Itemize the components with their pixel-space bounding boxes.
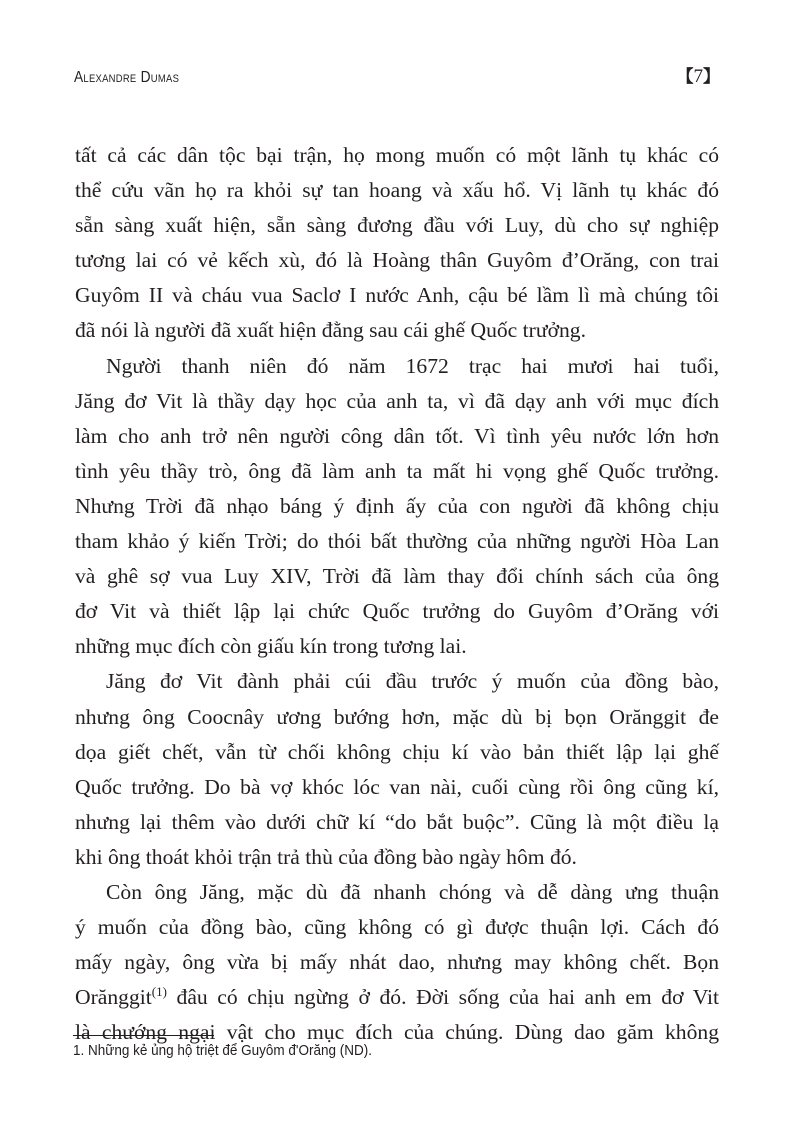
page-number-value: 7 [693, 66, 703, 87]
page-number [677, 62, 721, 88]
text-line: Guyôm II và cháu vua Saclơ I nước Anh, cậu bé lầm lì mà chúng tôi [75, 283, 719, 308]
text-line: Jăng đơ Vit đành phải cúi đầu trước ý muốn của đồng bào, [106, 669, 719, 694]
text-line: sẵn sàng xuất hiện, sẵn sàng đương đầu với Luy, dù cho sự nghiệp [75, 213, 719, 238]
body-text [75, 138, 719, 1050]
running-head [74, 62, 720, 90]
paragraph-4 [75, 875, 719, 1050]
text-line: khi ông thoát khỏi trận trả thù của đồng bào ngày hôm đó. [75, 844, 577, 869]
text-line: là chướng ngại vật cho mục đích của chúng. Dùng dao găm không [75, 1020, 719, 1045]
text-line: thể cứu vãn họ ra khỏi sự tan hoang và xấu hổ. Vị lãnh tụ khác đó [75, 178, 719, 203]
footnote-number: 1. [73, 1042, 85, 1059]
text-line: và ghê sợ vua Luy XIV, Trời đã làm thay đổi chính sách của ông [75, 564, 719, 589]
text-line: tương lai có vẻ kếch xù, đó là Hoàng thân Guyôm đ’Orăng, con trai [75, 248, 719, 273]
folio-open-bracket: 【 [676, 67, 694, 86]
folio-close-bracket: 】 [703, 67, 720, 86]
footnote-ref-word: Orănggit [75, 985, 152, 1010]
text-line: nhưng lại thêm vào dưới chữ kí “do bắt buộc”. Cũng là một điều lạ [75, 809, 719, 834]
footnote-divider [73, 1035, 214, 1036]
text-line: Người thanh niên đó năm 1672 trạc hai mươi hai tuổi, [106, 353, 719, 378]
text-line: nhưng ông Coocnây ương bướng hơn, mặc dù bị bọn Orănggit đe [75, 704, 719, 729]
footnote-1 [73, 1042, 372, 1059]
text-line: tình yêu thầy trò, ông đã làm anh ta mất hi vọng ghế Quốc trưởng. [75, 458, 719, 483]
text-line: Còn ông Jăng, mặc dù đã nhanh chóng và dễ dàng ưng thuận [106, 879, 719, 904]
text-line: ý muốn của đồng bào, cũng không có gì được thuận lợi. Cách đó [75, 915, 719, 940]
footnote-ref-marker[interactable]: (1) [151, 984, 167, 1000]
text-line: đơ Vit và thiết lập lại chức Quốc trưởng do Guyôm đ’Orăng với [75, 599, 719, 624]
text-line-with-footnote-ref [75, 980, 719, 1015]
text-line: làm cho anh trở nên người công dân tốt. Vì tình yêu nước lớn hơn [75, 423, 719, 448]
footnote-ref-rest: đâu có chịu ngừng ở đó. Đời sống của hai anh em đơ Vit [166, 985, 719, 1010]
text-line: mấy ngày, ông vừa bị mấy nhát dao, nhưng may không chết. Bọn [75, 950, 719, 975]
paragraph-3 [75, 664, 719, 875]
text-line: Quốc trưởng. Do bà vợ khóc lóc van nài, cuối cùng rồi ông cũng kí, [75, 774, 719, 799]
running-head-author: Alexandre Dumas [74, 69, 180, 86]
text-line: tham khảo ý kiến Trời; do thói bất thường của những người Hòa Lan [75, 529, 719, 554]
text-line: những mục đích còn giấu kín trong tương lai. [75, 634, 467, 659]
text-line: tất cả các dân tộc bại trận, họ mong muốn có một lãnh tụ khác có [75, 143, 719, 167]
text-line: Nhưng Trời đã nhạo báng ý định ấy của con người đã không chịu [75, 493, 719, 518]
paragraph-2 [75, 349, 719, 665]
text-line: Jăng đơ Vit là thầy dạy học của anh ta, vì đã dạy anh với mục đích [75, 388, 719, 413]
paragraph-1 [75, 138, 719, 349]
text-line: đã nói là người đã xuất hiện đằng sau cái ghế Quốc trưởng. [75, 318, 586, 343]
footnote-text: Những kẻ ủng hộ triệt để Guyôm đ'Orăng (ND). [88, 1042, 373, 1059]
text-line: dọa giết chết, vẫn từ chối không chịu kí vào bản thiết lập lại ghế [75, 739, 719, 764]
